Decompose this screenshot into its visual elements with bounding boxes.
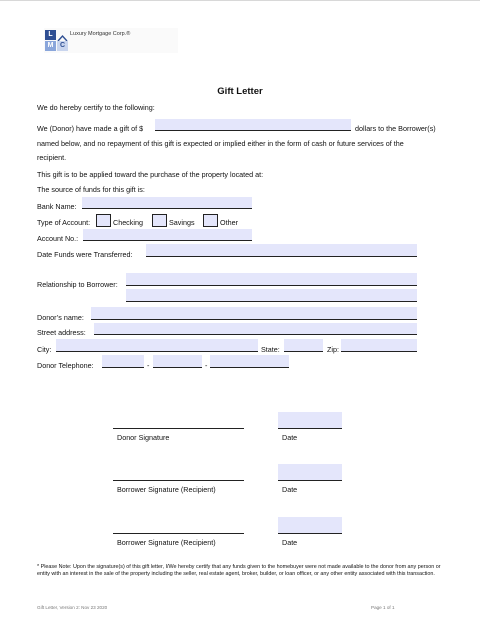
house-roof-icon (57, 30, 68, 40)
street-label: Street address: (37, 328, 86, 337)
relationship-field-1[interactable] (126, 273, 417, 286)
checking-checkbox[interactable] (96, 214, 111, 227)
telephone-prefix-field[interactable] (153, 355, 202, 368)
gift-amount-field[interactable] (155, 119, 351, 131)
donor-date-label: Date (282, 433, 298, 442)
borrower-signature-label-2: Borrower Signature (Recipient) (117, 538, 216, 547)
other-checkbox[interactable] (203, 214, 218, 227)
logo-letter-l: L (45, 30, 56, 40)
bank-name-field[interactable] (82, 197, 252, 209)
logo-letter-m: M (45, 41, 56, 51)
company-logo (44, 28, 178, 53)
savings-checkbox[interactable] (152, 214, 167, 227)
donor-signature-label: Donor Signature (117, 433, 170, 442)
borrower-date-field-1[interactable] (278, 464, 342, 481)
no-repayment-text: named below, and no repayment of this gift is expected or implied either in the form of cash or future services of the (37, 139, 404, 148)
telephone-area-field[interactable] (102, 355, 144, 368)
telephone-dash-2: - (205, 361, 208, 370)
state-field[interactable] (284, 339, 323, 352)
bank-name-label: Bank Name: (37, 202, 77, 211)
recipient-text: recipient. (37, 153, 67, 162)
state-label: State: (261, 345, 280, 354)
logo-letter-c: C (57, 41, 68, 51)
relationship-field-2[interactable] (126, 289, 417, 302)
page-title: Gift Letter (217, 86, 263, 97)
footer-page-number: Page 1 of 1 (371, 605, 395, 610)
footer-version: Gift Letter, Version 2: Nov 23 2020 (37, 605, 108, 610)
donor-date-field[interactable] (278, 412, 342, 429)
relationship-label: Relationship to Borrower: (37, 280, 118, 289)
donor-name-label: Donor’s name: (37, 313, 84, 322)
disclaimer-note: * Please Note: Upon the signature(s) of this gift letter, I/We hereby certify that any funds given to the homebuyer were not made available to the donor from any person or entity with an interest in the sale of the property including the seller, real estate agent, broker, builder, or loan officer, or any other entity associated with this transaction. (37, 564, 441, 577)
street-field[interactable] (94, 323, 417, 335)
checking-label: Checking (113, 218, 143, 227)
account-type-label: Type of Account: (37, 218, 91, 227)
source-text: The source of funds for this gift is: (37, 185, 145, 194)
borrower-signature-line-1[interactable] (113, 480, 244, 481)
borrower-date-label-2: Date (282, 538, 298, 547)
borrower-signature-line-2[interactable] (113, 533, 244, 534)
date-transferred-label: Date Funds were Transferred: (37, 250, 133, 259)
city-field[interactable] (56, 339, 258, 352)
zip-label: Zip: (327, 345, 339, 354)
gift-amount-suffix: dollars to the Borrower(s) (355, 124, 436, 133)
savings-label: Savings (169, 218, 195, 227)
gift-amount-label: We (Donor) have made a gift of $ (37, 124, 144, 133)
city-label: City: (37, 345, 52, 354)
telephone-label: Donor Telephone: (37, 361, 94, 370)
telephone-line-field[interactable] (210, 355, 289, 368)
date-transferred-field[interactable] (146, 244, 417, 257)
donor-name-field[interactable] (91, 307, 417, 320)
account-no-field[interactable] (83, 229, 252, 241)
account-no-label: Account No.: (37, 234, 79, 243)
borrower-date-field-2[interactable] (278, 517, 342, 534)
company-name: Luxury Mortgage Corp.® (70, 31, 131, 37)
purchase-text: This gift is to be applied toward the purchase of the property located at: (37, 170, 264, 179)
certify-text: We do hereby certify to the following: (37, 103, 155, 112)
donor-signature-line[interactable] (113, 428, 244, 429)
borrower-signature-label-1: Borrower Signature (Recipient) (117, 485, 216, 494)
other-label: Other (220, 218, 238, 227)
zip-field[interactable] (341, 339, 417, 352)
borrower-date-label-1: Date (282, 485, 298, 494)
telephone-dash-1: - (147, 361, 150, 370)
